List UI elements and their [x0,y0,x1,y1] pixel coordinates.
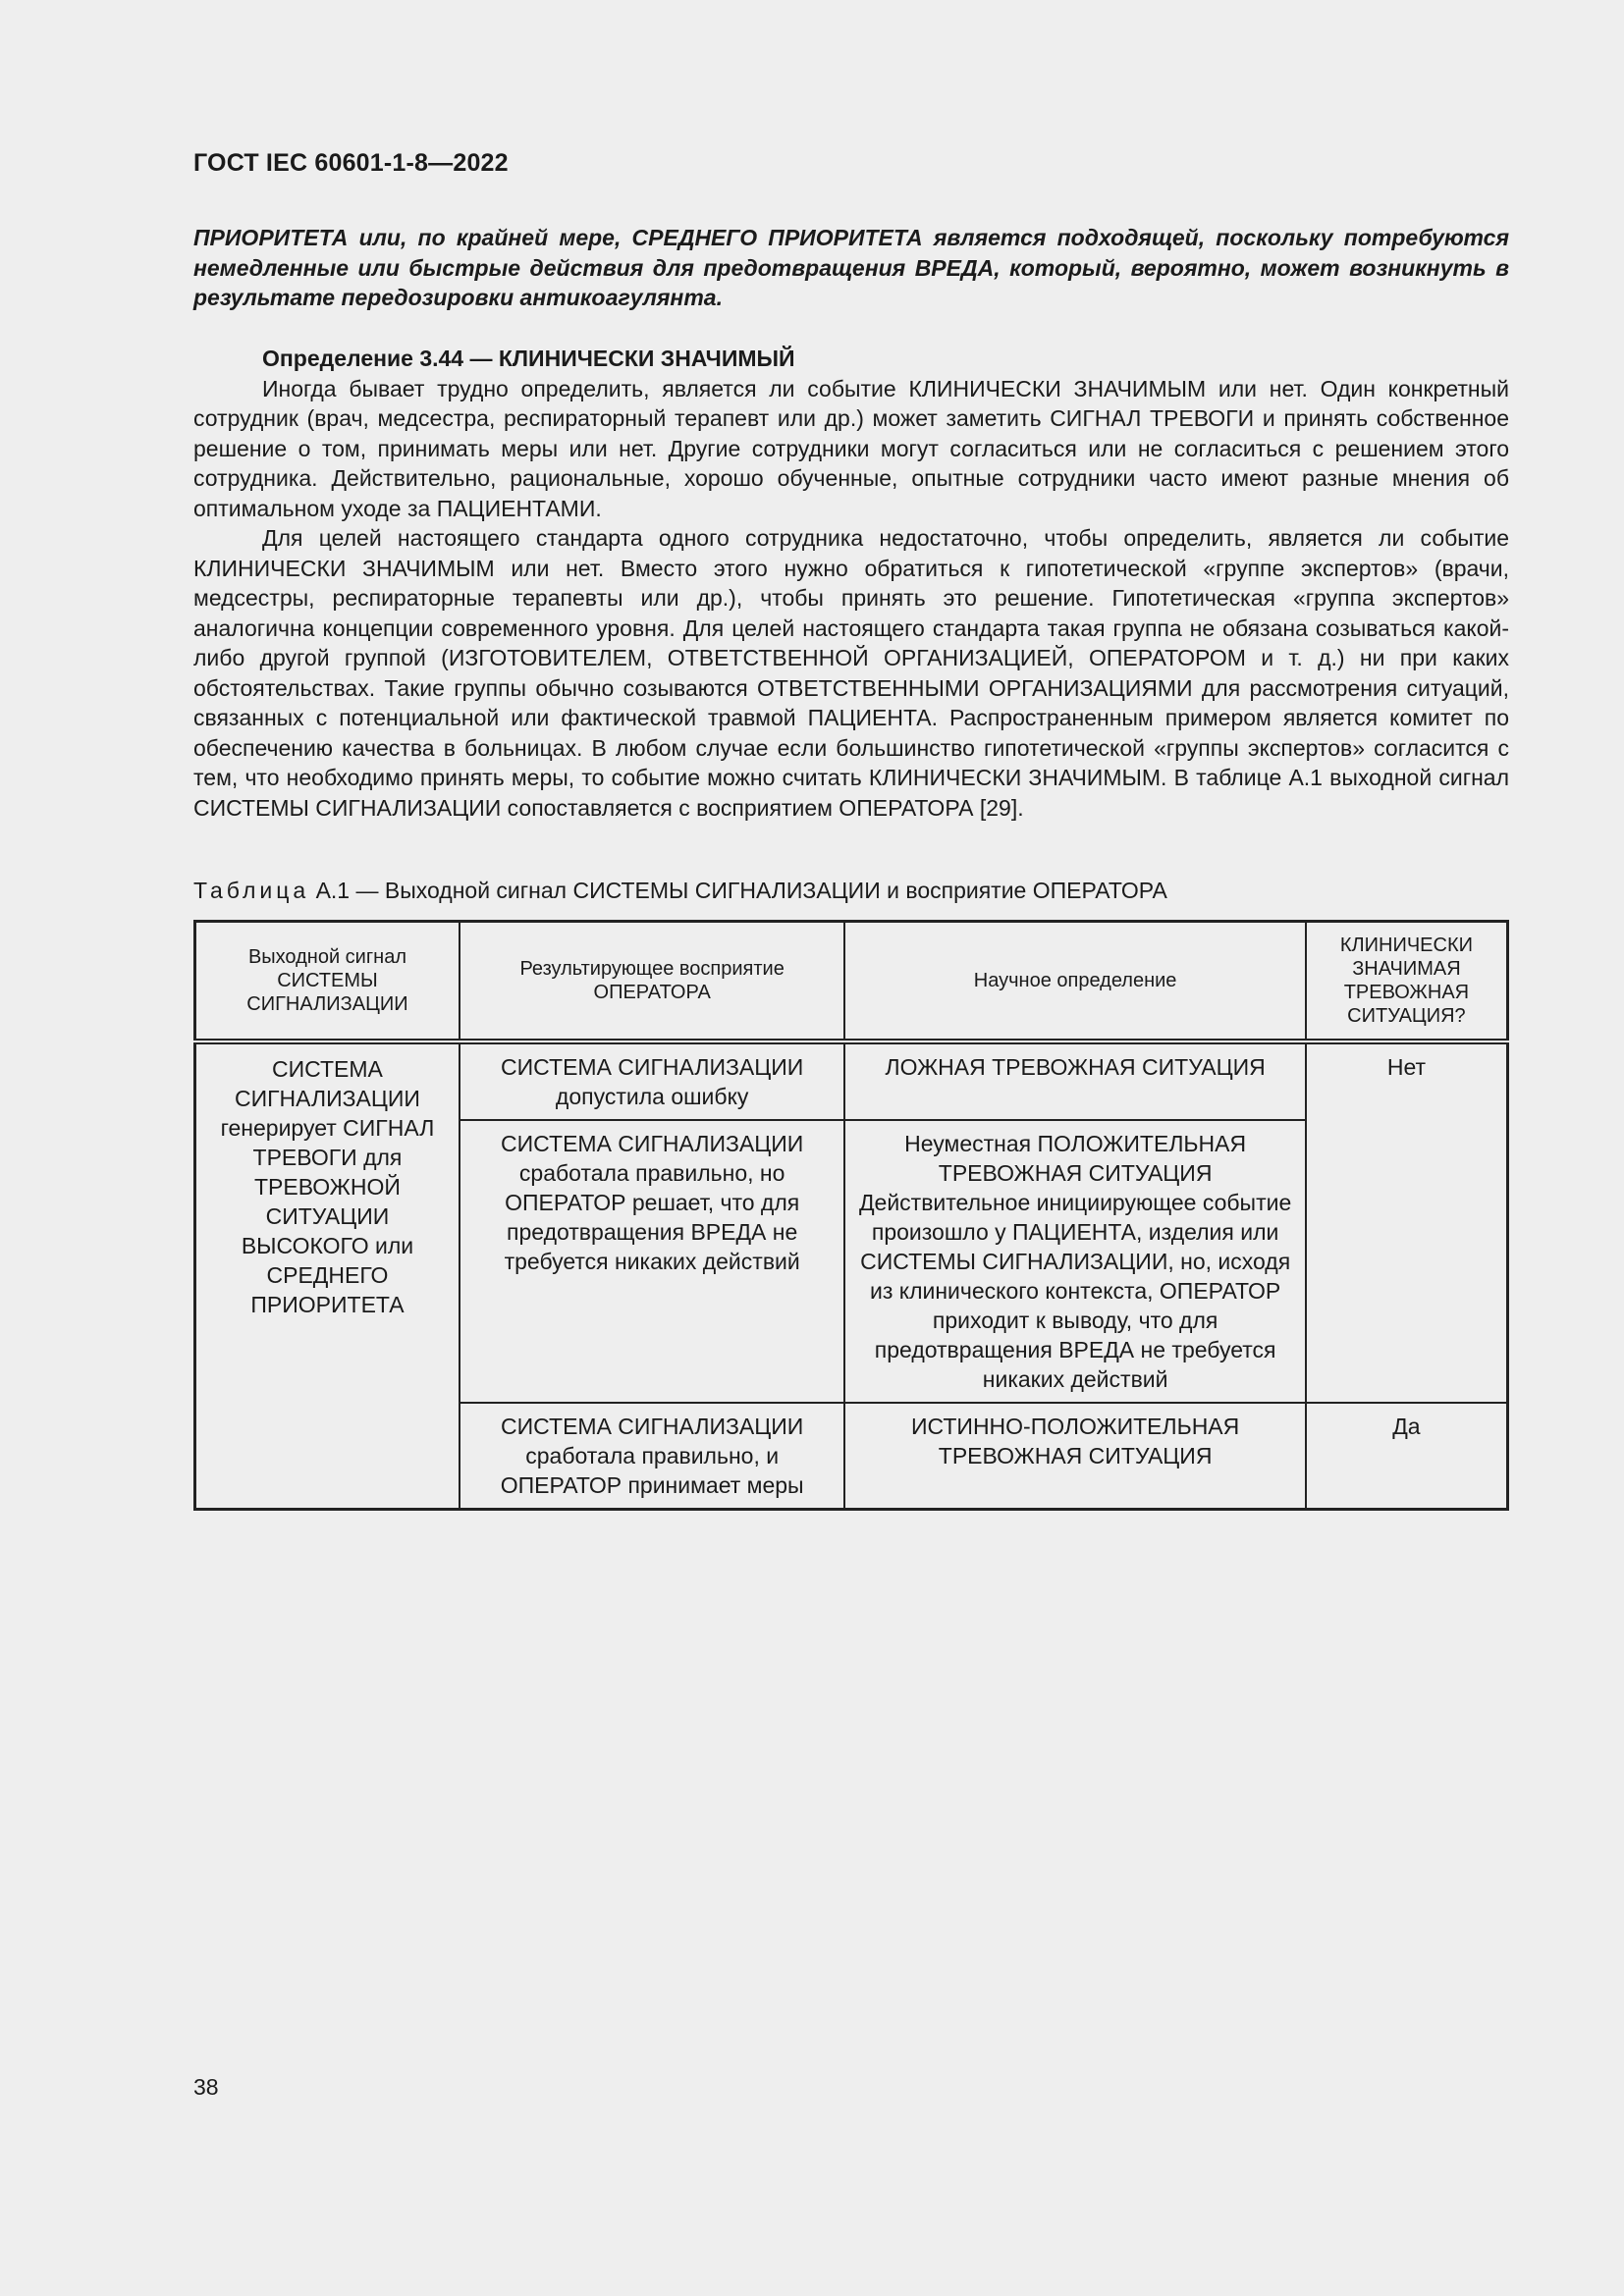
header-operator-perception: Результирующее восприятие ОПЕРАТОРА [460,922,844,1042]
cell-output-signal: СИСТЕМА СИГНАЛИЗАЦИИ генерирует СИГНАЛ ТРЕВОГИ для ТРЕВОЖНОЙ СИТУАЦИИ ВЫСОКОГО или СРЕДНЕГО ПРИОРИТЕТА [195,1041,460,1510]
intro-paragraph: ПРИОРИТЕТА или, по крайней мере, СРЕДНЕГО ПРИОРИТЕТА является подходящей, поскольку потребуются немедленные или быстрые действия для предотвращения ВРЕДА, который, вероятно, может возникнуть в результате передозировки антикоагулянта. [193,225,1509,310]
cell-definition-2: Неуместная ПОЛОЖИТЕЛЬНАЯ ТРЕВОЖНАЯ СИТУАЦИЯ Действительное инициирующее событие произошло у ПАЦИЕНТА, изделия или СИСТЕМЫ СИГНАЛИЗАЦИИ, но, исходя из клинического контекста, ОПЕРАТОР приходит к выводу, что для предотвращения ВРЕДА не требуется никаких действий [844,1120,1305,1403]
table-caption [193,878,1167,904]
definition-section [193,344,1509,823]
cell-significant-1: Нет [1306,1041,1508,1403]
table-header-row [195,922,1508,1042]
cell-perception-2: СИСТЕМА СИГНАЛИЗАЦИИ сработала правильно, но ОПЕРАТОР решает, что для предотвращения ВРЕДА не требуется никаких действий [460,1120,844,1403]
table-row [195,1041,1508,1120]
cell-perception-1: СИСТЕМА СИГНАЛИЗАЦИИ допустила ошибку [460,1041,844,1120]
table-caption-text: А.1 — Выходной сигнал СИСТЕМЫ СИГНАЛИЗАЦИИ и восприятие ОПЕРАТОРА [309,878,1167,903]
definition-paragraph-1: Иногда бывает трудно определить, является ли событие КЛИНИЧЕСКИ ЗНАЧИМЫМ или нет. Один конкретный сотрудник (врач, медсестра, респираторный терапевт или др.) может заметить СИГНАЛ ТРЕВОГИ и принять собственное решение о том, принимать меры или нет. Другие сотрудники могут согласиться или не согласиться с решением этого сотрудника. Действительно, рациональные, хорошо обученные, опытные сотрудники часто имеют разные мнения об оптимальном уходе за ПАЦИЕНТАМИ. [193,375,1509,521]
page-number: 38 [193,2074,219,2100]
cell-significant-3: Да [1306,1403,1508,1510]
header-clinically-significant: КЛИНИЧЕСКИ ЗНАЧИМАЯ ТРЕВОЖНАЯ СИТУАЦИЯ? [1306,922,1508,1042]
alarm-perception-table [193,920,1509,1511]
cell-definition-3: ИСТИННО-ПОЛОЖИТЕЛЬНАЯ ТРЕВОЖНАЯ СИТУАЦИЯ [844,1403,1305,1510]
definition-title: Определение 3.44 — КЛИНИЧЕСКИ ЗНАЧИМЫЙ [262,346,795,371]
cell-definition-1: ЛОЖНАЯ ТРЕВОЖНАЯ СИТУАЦИЯ [844,1041,1305,1120]
definition-paragraph-2: Для целей настоящего стандарта одного сотрудника недостаточно, чтобы определить, является ли событие КЛИНИЧЕСКИ ЗНАЧИМЫМ или нет. Вместо этого нужно обратиться к гипотетической «группе экспертов» (врачи, медсестры, респираторные терапевты или др.), чтобы принять это решение. Гипотетическая «группа экспертов» аналогична концепции современного уровня. Для целей настоящего стандарта такая группа не обязана созываться какой-либо другой группой (ИЗГОТОВИТЕЛЕМ, ОТВЕТСТВЕННОЙ ОРГАНИЗАЦИЕЙ, ОПЕРАТОРОМ и т. д.) ни при каких обстоятельствах. Такие группы обычно созываются ОТВЕТСТВЕННЫМИ ОРГАНИЗАЦИЯМИ для рассмотрения ситуаций, связанных с потенциальной или фактической травмой ПАЦИЕНТА. Распространенным примером является комитет по обеспечению качества в больницах. В любом случае если большинство гипотетической «группы экспертов» согласится с тем, что необходимо принять меры, то событие можно считать КЛИНИЧЕСКИ ЗНАЧИМЫМ. В таблице А.1 выходной сигнал СИСТЕМЫ СИГНАЛИЗАЦИИ сопоставляется с восприятием ОПЕРАТОРА [29]. [193,525,1509,821]
cell-perception-3: СИСТЕМА СИГНАЛИЗАЦИИ сработала правильно, и ОПЕРАТОР принимает меры [460,1403,844,1510]
table-caption-prefix: Таблица [193,878,310,903]
header-scientific-definition: Научное определение [844,922,1305,1042]
header-output-signal: Выходной сигнал СИСТЕМЫ СИГНАЛИЗАЦИИ [195,922,460,1042]
document-header: ГОСТ IEC 60601-1-8—2022 [193,149,509,177]
